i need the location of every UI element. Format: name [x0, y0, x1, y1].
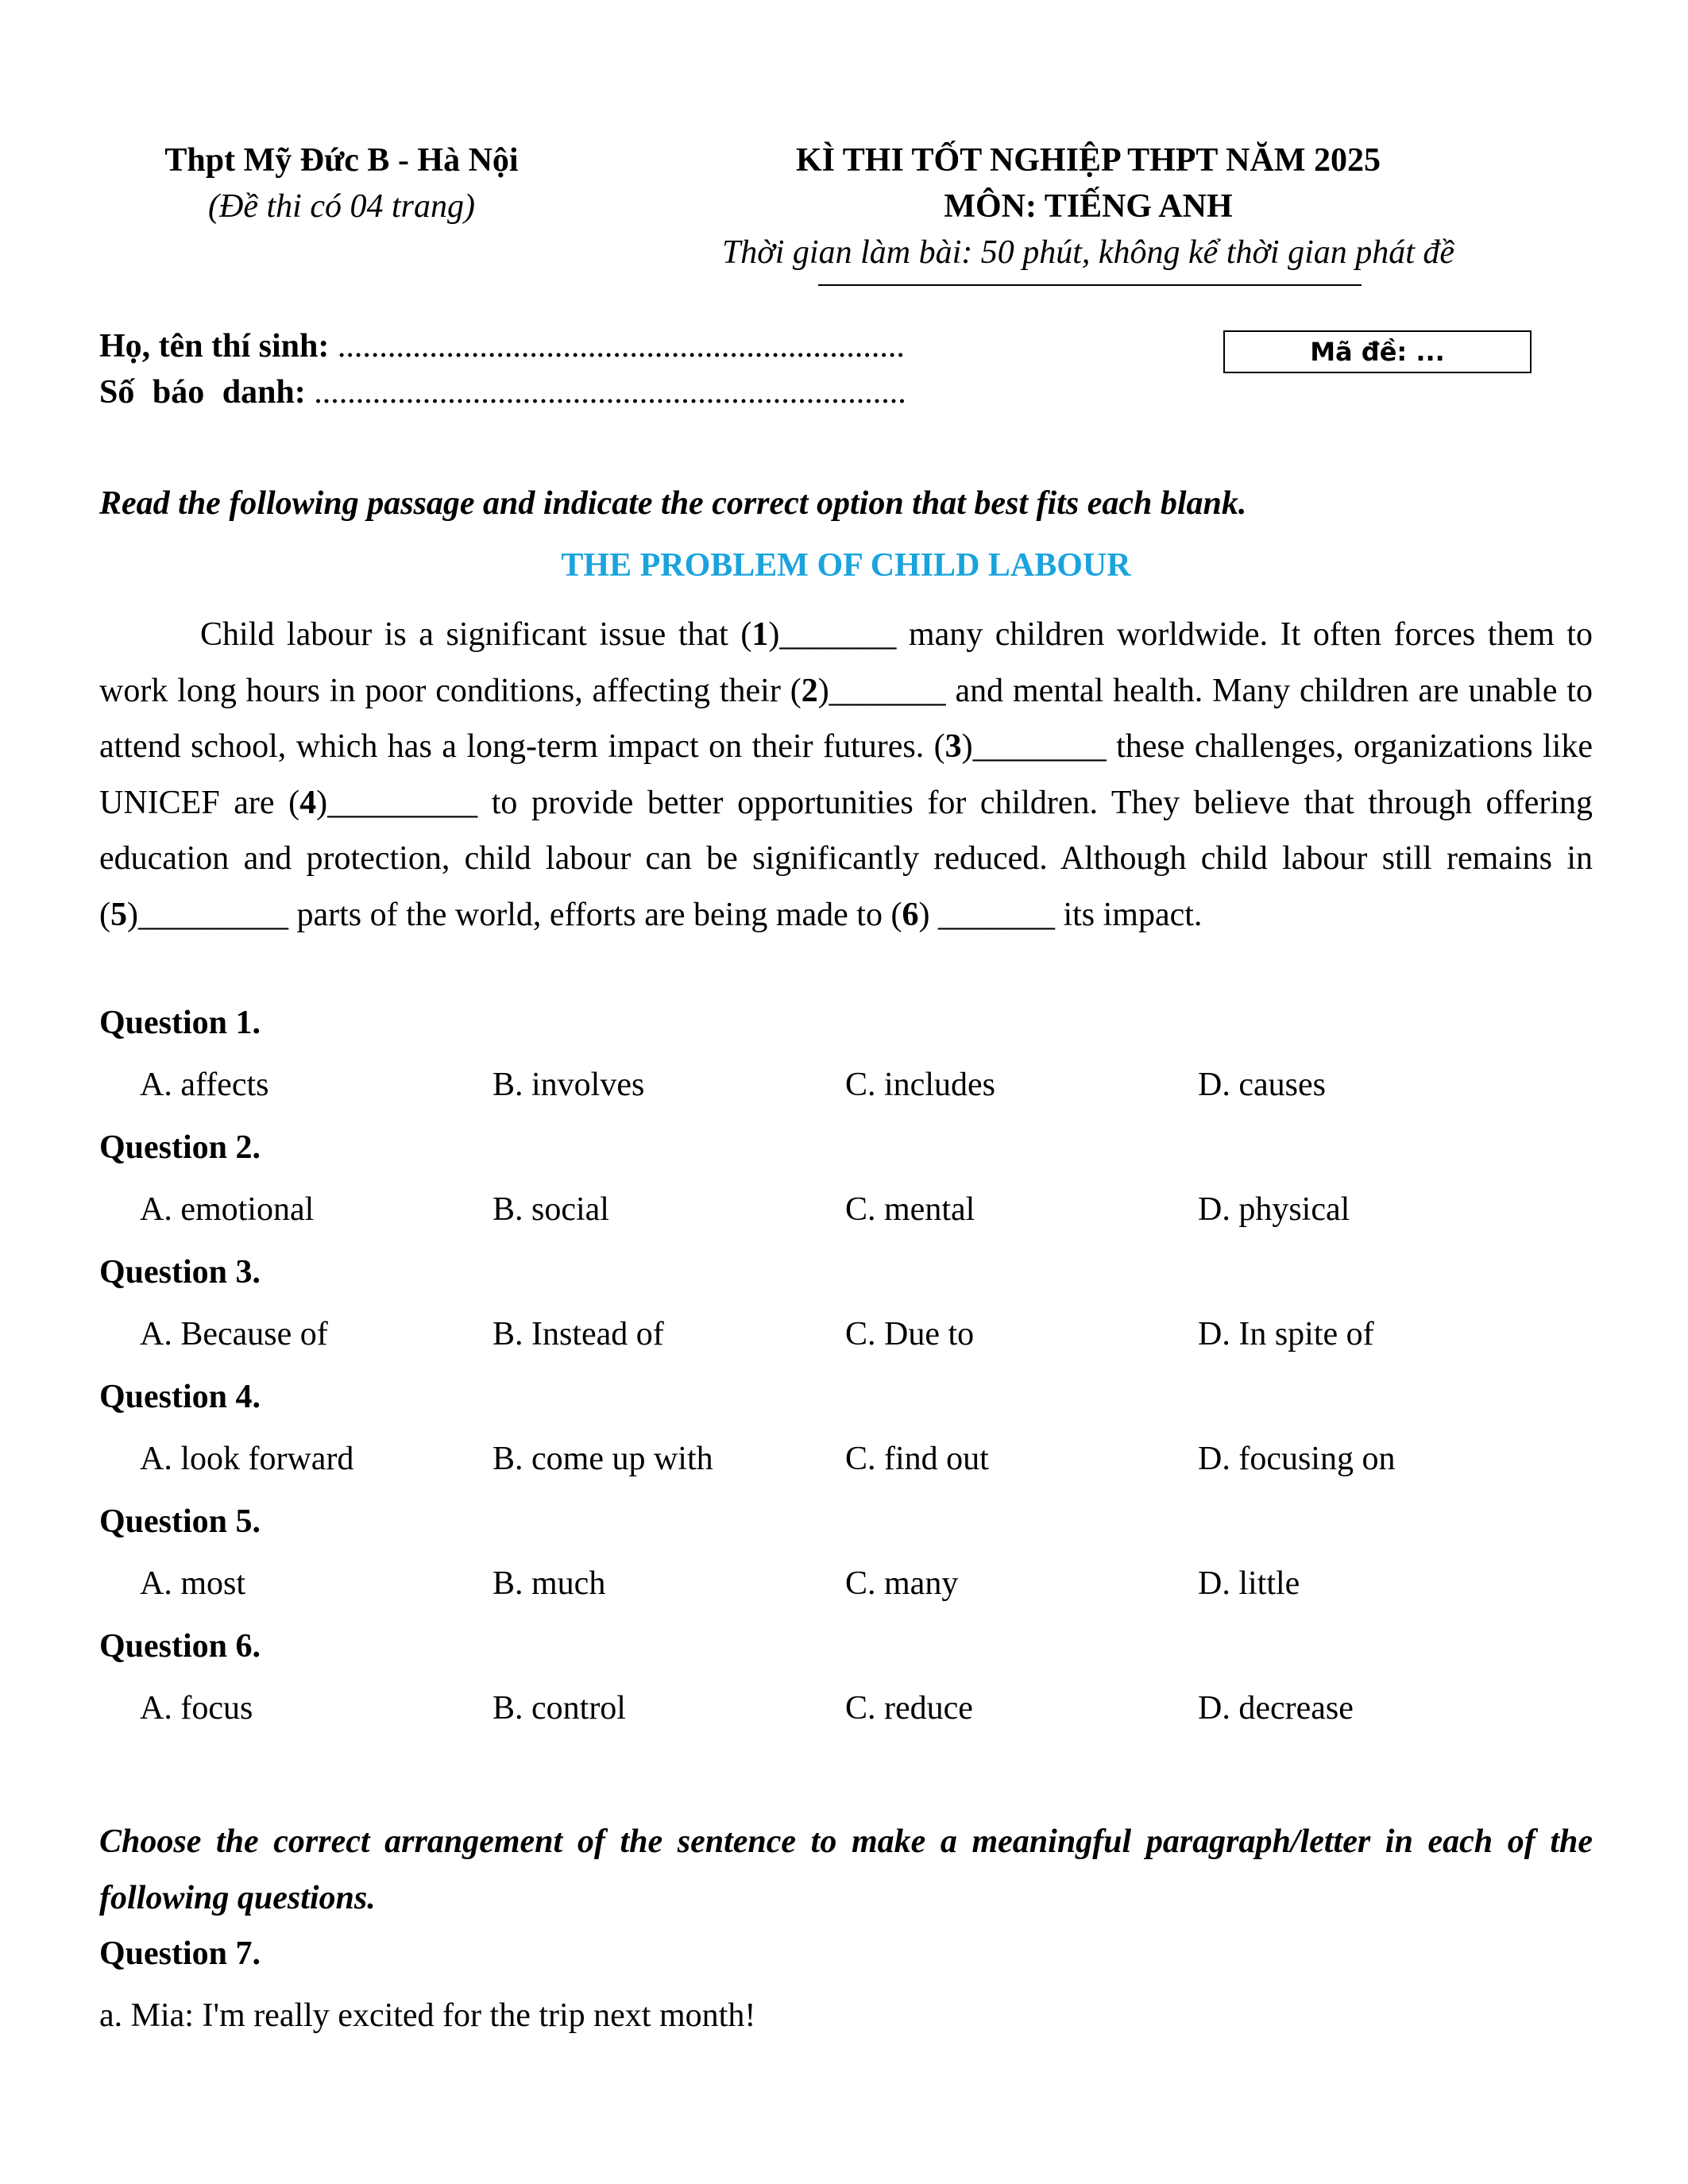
q3-option-b[interactable]: B. Instead of — [492, 1316, 664, 1352]
blank-number: 3 — [944, 728, 962, 765]
header-divider — [818, 284, 1362, 286]
q6-option-d[interactable]: D. decrease — [1198, 1690, 1354, 1727]
candidate-name-field: .................................................................... — [329, 328, 905, 365]
section2-instruction: Choose the correct arrangement of the sentence to make a meaningful paragraph/letter in each of the following questions. — [99, 1823, 1593, 1916]
q3-option-d[interactable]: D. In spite of — [1198, 1316, 1374, 1352]
q5-option-b[interactable]: B. much — [492, 1565, 606, 1602]
question-5-label: Question 5. — [99, 1503, 261, 1540]
candidate-number-line — [99, 373, 906, 411]
blank-number: 2 — [801, 672, 818, 709]
q7-line-a: a. Mia: I'm really excited for the trip next month! — [99, 1997, 756, 2034]
q5-option-c[interactable]: C. many — [845, 1565, 959, 1602]
q1-option-a[interactable]: A. affects — [140, 1067, 269, 1103]
school-name: Thpt Mỹ Đức B - Hà Nội — [164, 142, 519, 179]
q5-option-d[interactable]: D. little — [1198, 1565, 1300, 1602]
candidate-name-label: Họ, tên thí sinh: — [99, 328, 330, 365]
q4-option-b[interactable]: B. come up with — [492, 1441, 713, 1477]
section1-instruction: Read the following passage and indicate the correct option that best fits each blank. — [99, 485, 1247, 522]
passage-segment: Child labour is a significant issue that ( — [200, 616, 752, 653]
q4-option-a[interactable]: A. look forward — [140, 1441, 354, 1477]
exam-title: KÌ THI TỐT NGHIỆP THPT NĂM 2025 — [796, 142, 1381, 179]
passage-title: THE PROBLEM OF CHILD LABOUR — [561, 547, 1131, 584]
q2-option-c[interactable]: C. mental — [845, 1191, 975, 1228]
q2-option-b[interactable]: B. social — [492, 1191, 609, 1228]
q3-option-c[interactable]: C. Due to — [845, 1316, 975, 1352]
question-2-label: Question 2. — [99, 1129, 261, 1166]
candidate-number-label: Số báo danh: — [99, 374, 306, 411]
question-7-label: Question 7. — [99, 1935, 261, 1972]
passage-segment: )_______ many children worldwide. It often forces them to work long hours in poor conditions, affecting their ( — [99, 616, 1593, 709]
question-4-label: Question 4. — [99, 1379, 261, 1415]
blank-number: 6 — [902, 896, 919, 933]
blank-number: 4 — [299, 784, 317, 821]
q1-option-b[interactable]: B. involves — [492, 1067, 645, 1103]
q4-option-c[interactable]: C. find out — [845, 1441, 989, 1477]
passage-text — [99, 607, 1593, 943]
question-1-label: Question 1. — [99, 1005, 261, 1041]
passage-segment: )________ these challenges, organizations like UNICEF are ( — [99, 728, 1593, 821]
pages-note: (Đề thi có 04 trang) — [208, 188, 475, 225]
q5-option-a[interactable]: A. most — [140, 1565, 246, 1602]
exam-subject: MÔN: TIẾNG ANH — [944, 188, 1233, 225]
blank-number: 1 — [751, 616, 769, 653]
q6-option-b[interactable]: B. control — [492, 1690, 626, 1727]
blank-number: 5 — [110, 896, 127, 933]
q6-option-c[interactable]: C. reduce — [845, 1690, 973, 1727]
q2-option-a[interactable]: A. emotional — [140, 1191, 315, 1228]
q3-option-a[interactable]: A. Because of — [140, 1316, 328, 1352]
question-3-label: Question 3. — [99, 1254, 261, 1291]
q4-option-d[interactable]: D. focusing on — [1198, 1441, 1396, 1477]
passage-segment: ) _______ its impact. — [918, 896, 1203, 933]
passage-segment: )_________ parts of the world, efforts are being made to ( — [127, 896, 902, 933]
question-6-label: Question 6. — [99, 1628, 261, 1665]
q6-option-a[interactable]: A. focus — [140, 1690, 253, 1727]
q1-option-c[interactable]: C. includes — [845, 1067, 995, 1103]
passage-segment: )_________ to provide better opportunities for children. They believe that through offering education and protection, child labour can be significantly reduced. Although child labour still remains in ( — [99, 784, 1593, 933]
candidate-number-field: ....................................................................... — [305, 374, 906, 411]
q1-option-d[interactable]: D. causes — [1198, 1067, 1326, 1103]
candidate-name-line — [99, 327, 905, 365]
passage-segment: )_______ and mental health. Many children are unable to attend school, which has a long-term impact on their futures. ( — [99, 672, 1593, 765]
q2-option-d[interactable]: D. physical — [1198, 1191, 1350, 1228]
exam-time-note: Thời gian làm bài: 50 phút, không kể thời gian phát đề — [721, 234, 1455, 271]
exam-code-box: Mã đề: ... — [1223, 330, 1532, 373]
